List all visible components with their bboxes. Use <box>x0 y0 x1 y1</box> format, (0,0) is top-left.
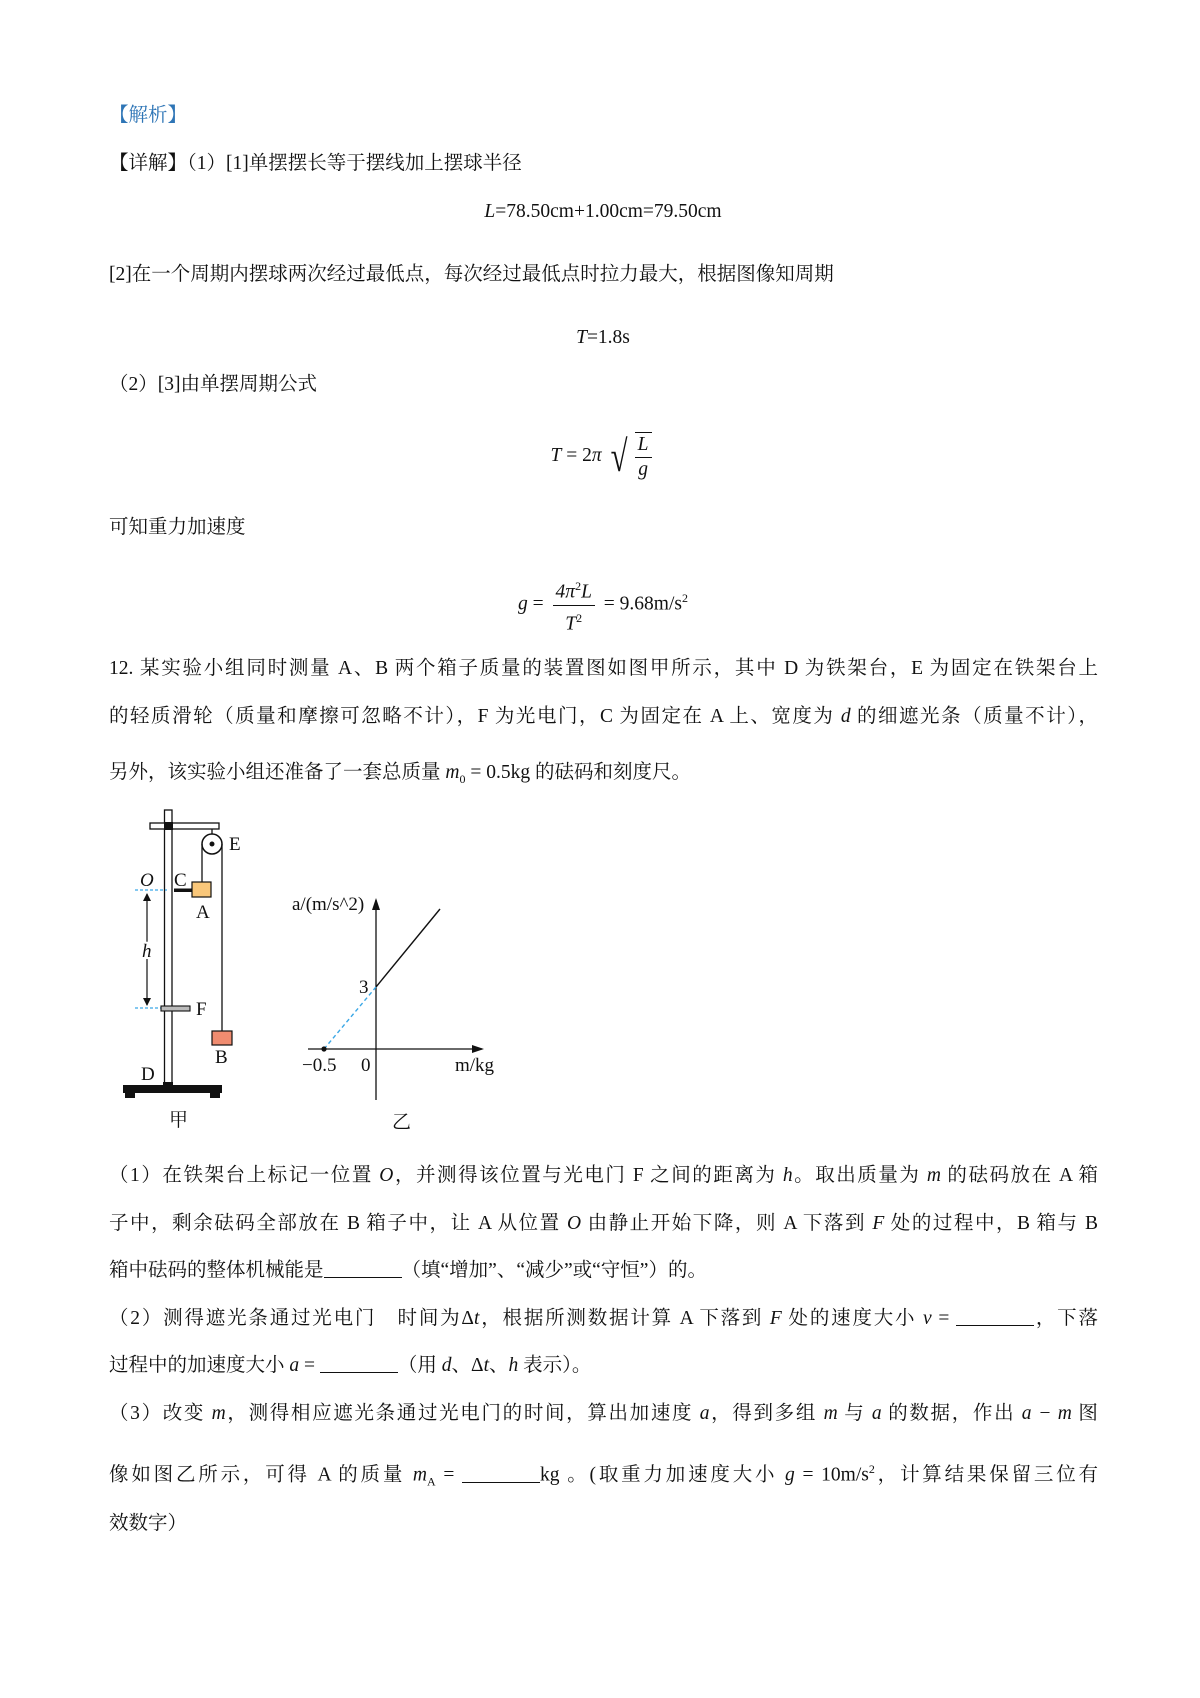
apparatus-diagram <box>123 810 241 1131</box>
text-line: （2）[3]由单摆周期公式 <box>109 374 317 395</box>
eq-rest: =78.50cm+1.00cm=79.50cm <box>495 201 722 222</box>
text: 由静止开始下降，则 A 下落到 <box>581 1213 873 1234</box>
text: 的细遮光条（质量不计）， <box>850 706 1098 727</box>
label-O: O <box>140 870 154 891</box>
label-h: h <box>142 941 152 962</box>
var: h <box>782 1165 793 1186</box>
text: 的砝码放在 A 箱 <box>940 1165 1098 1186</box>
part-2-line-2 <box>109 1354 1098 1378</box>
var: m <box>926 1165 941 1186</box>
text: （用 <box>397 1355 442 1376</box>
x-intercept-point <box>321 1046 326 1051</box>
text: 图 <box>1071 1403 1098 1424</box>
part-1-line-1 <box>109 1164 1098 1188</box>
part-1-line-2 <box>109 1212 1098 1236</box>
var: a − m <box>1021 1403 1072 1424</box>
text: ，并测得该位置与光电门 F 之间的距离为 <box>393 1165 783 1186</box>
answer-blank-mass[interactable] <box>462 1464 540 1483</box>
y-axis-label: a/(m/s^2) <box>292 894 365 915</box>
var: d <box>840 706 851 727</box>
formula-lhs: g <box>518 593 528 615</box>
var: h <box>508 1355 519 1376</box>
part-1-line-3 <box>109 1259 1098 1283</box>
label-B: B <box>215 1047 228 1068</box>
part-2-line-1 <box>109 1307 1098 1331</box>
pulley-axle <box>210 842 215 847</box>
part-3-line-1 <box>109 1402 1098 1426</box>
var: m <box>412 1464 427 1486</box>
answer-blank-velocity[interactable] <box>956 1307 1034 1326</box>
text: = 0.5kg 的砝码和刻度尺。 <box>465 762 691 783</box>
den-sup: 2 <box>576 610 583 625</box>
stand-crossbar <box>150 823 219 829</box>
var: d <box>441 1355 452 1376</box>
text: （2）测得遮光条通过光电门 时间为Δ <box>109 1308 474 1329</box>
var: m <box>823 1403 838 1424</box>
superscript: 2 <box>868 1462 875 1476</box>
fraction-denominator: g <box>638 458 648 480</box>
text: 处的速度大小 <box>781 1308 924 1329</box>
num-b: L <box>581 581 592 603</box>
formula-lhs: T <box>550 445 562 466</box>
text: 的数据，作出 <box>881 1403 1022 1424</box>
var: g <box>785 1464 795 1486</box>
text: = <box>435 1464 463 1486</box>
var: v <box>923 1308 932 1329</box>
pole-socket <box>163 1082 173 1086</box>
formula-eq: = <box>527 593 549 615</box>
caption-yi: 乙 <box>392 1112 412 1133</box>
den: T <box>565 613 577 635</box>
stand-base <box>123 1085 222 1093</box>
label-D: D <box>141 1064 155 1085</box>
answer-blank-energy[interactable] <box>324 1259 402 1278</box>
x-axis-label: m/kg <box>455 1055 495 1076</box>
fraction-numerator: L <box>635 433 652 458</box>
label-C: C <box>174 870 187 891</box>
text: 处的过程中，B 箱与 B <box>884 1213 1099 1234</box>
y-axis-arrow <box>372 898 380 910</box>
num-a: 4π <box>555 581 576 603</box>
origin-label: 0 <box>361 1055 371 1076</box>
part-3-line-2 <box>109 1457 1098 1493</box>
stand-pole <box>165 810 173 1087</box>
text: = <box>299 1355 320 1376</box>
eq-rest: =1.8s <box>586 327 630 348</box>
formula-eq: = 2 <box>561 445 592 466</box>
label-E: E <box>229 834 241 855</box>
crossbar-clamp <box>164 822 173 830</box>
text: （3）改变 <box>109 1403 212 1424</box>
base-foot-right <box>210 1092 220 1098</box>
text: 像如图乙所示，可得 A 的质量 <box>109 1464 413 1486</box>
text: 箱中砝码的整体机械能是 <box>109 1260 324 1281</box>
var: m <box>211 1403 226 1424</box>
var: m <box>445 762 460 783</box>
analysis-heading: 【解析】 <box>109 105 188 126</box>
var: t <box>473 1308 480 1329</box>
detail-tag: 【详解】 <box>109 153 188 174</box>
detail-text: （1）[1]单摆摆长等于摆线加上摆球半径 <box>187 153 522 174</box>
text: kg 。(取重力加速度大小 <box>540 1464 786 1486</box>
sqrt-symbol: √ $\frac{L}{g}$ <box>607 432 656 482</box>
text: ，计算结果保留三位有 <box>874 1464 1099 1486</box>
acceleration-mass-graph <box>292 894 495 1133</box>
num-sup: 2 <box>575 579 582 594</box>
x-tick-neg: −0.5 <box>302 1055 337 1076</box>
text: 、Δ <box>451 1355 484 1376</box>
text: ，下落 <box>1034 1308 1098 1329</box>
box-B <box>212 1031 232 1045</box>
subscript: 0 <box>459 771 466 786</box>
var: O <box>567 1213 582 1234</box>
text: 子中，剩余砝码全部放在 B 箱子中，让 A 从位置 <box>109 1213 568 1234</box>
label-A: A <box>196 902 210 923</box>
var: a <box>871 1403 882 1424</box>
data-line-solid <box>376 909 440 987</box>
text: 。取出质量为 <box>792 1165 927 1186</box>
text: ，测得相应遮光条通过光电门的时间，算出加速度 <box>225 1403 700 1424</box>
formula-pi: π <box>591 445 602 466</box>
text: 表示）。 <box>518 1355 592 1376</box>
eq-var: L <box>484 201 496 222</box>
text: ，根据所测数据计算 A 下落到 <box>479 1308 770 1329</box>
text: （填“增加”、“减少”或“守恒”）的。 <box>401 1260 707 1281</box>
var: a <box>289 1355 300 1376</box>
text: = 10m/s <box>794 1464 869 1486</box>
caption-jia: 甲 <box>169 1110 189 1131</box>
question-12-line-1: 12. 某实验小组同时测量 A、B 两个箱子质量的装置图如图甲所示，其中 D 为铁架台，E 为固定在铁架台上 <box>109 658 1098 679</box>
formula-result: = 9.68m/s <box>598 593 682 615</box>
var: O <box>379 1165 394 1186</box>
var: a <box>699 1403 710 1424</box>
text-line: 可知重力加速度 <box>109 517 246 538</box>
eq-var: T <box>576 327 587 348</box>
part-3-line-3: 效数字） <box>109 1513 188 1534</box>
photogate-F <box>161 1006 190 1011</box>
var: F <box>872 1213 885 1234</box>
y-tick-3: 3 <box>359 977 369 998</box>
text: 的轻质滑轮（质量和摩擦可忽略不计），F 为光电门，C 为固定在 A 上、宽度为 <box>109 706 841 727</box>
var: t <box>483 1355 489 1376</box>
x-axis-arrow <box>472 1045 484 1053</box>
text: ，得到多组 <box>709 1403 824 1424</box>
label-F: F <box>196 999 207 1020</box>
box-A <box>192 882 211 897</box>
text: 、 <box>489 1355 509 1376</box>
result-sup: 2 <box>681 591 688 605</box>
var: F <box>769 1308 782 1329</box>
answer-blank-acceleration[interactable] <box>320 1354 398 1373</box>
text-line: [2]在一个周期内摆球两次经过最低点，每次经过最低点时拉力最大，根据图像知周期 <box>109 264 834 285</box>
text: 与 <box>837 1403 872 1424</box>
subscript: A <box>426 1474 436 1489</box>
text: 过程中的加速度大小 <box>109 1355 290 1376</box>
text: （1）在铁架台上标记一位置 <box>109 1165 380 1186</box>
text: = <box>931 1308 957 1329</box>
base-foot-left <box>125 1092 135 1098</box>
text: 另外，该实验小组还准备了一套总质量 <box>109 762 446 783</box>
